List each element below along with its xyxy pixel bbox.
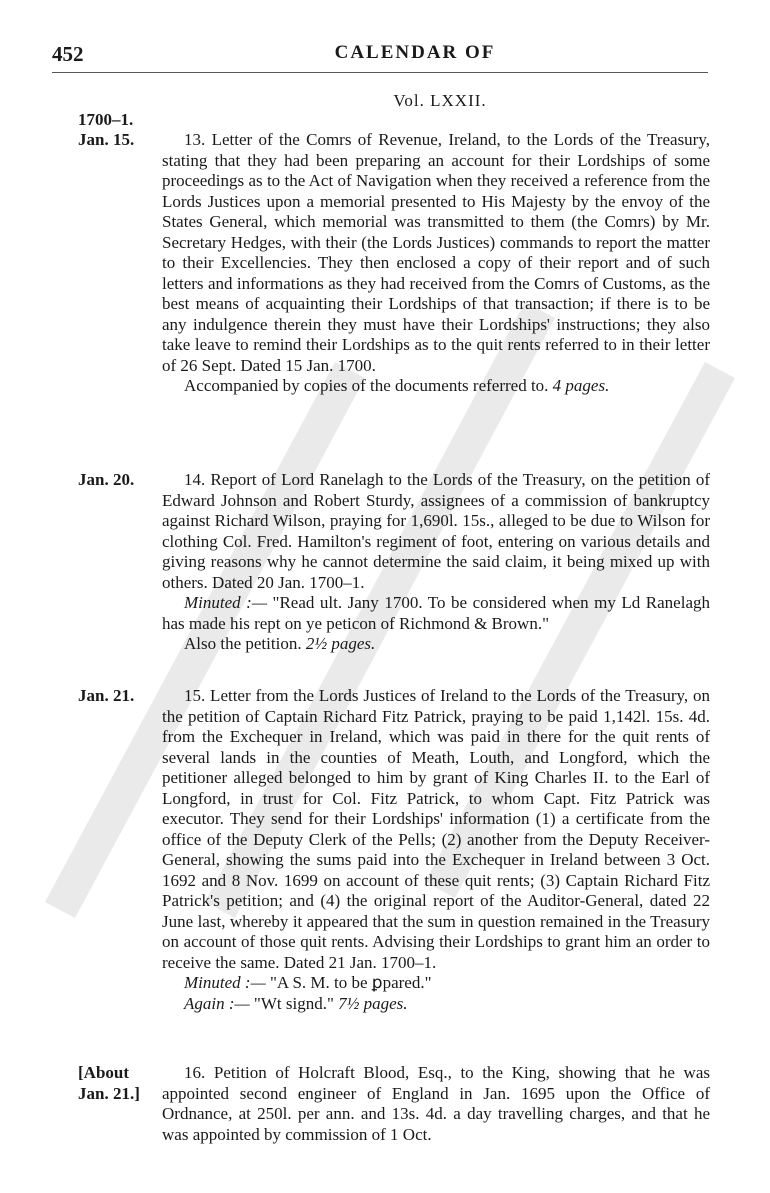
entry-text: 15. Letter from the Lords Justices of Ireland to the Lords of the Treasury, on the petition of Captain Richard Fitz Patrick, praying to be paid 1,142l. 15s. 4d. from the Exchequer in Ireland, which was paid in there for the quit rents of several lands in the counties of Meath, Louth, and Longford, which the petitioner alleged belonged to him by grant of King Charles II. to the Earl of Longford, in trust for Col. Fitz Patrick, to whom Capt. Fitz Patrick was executor. They send for their Lordships' information (1) a certificate from the office of the Deputy Clerk of the Pells; (2) another from the Deputy Receiver-General, showing the sums paid into the Exchequer in Ireland between 3 Oct. 1692 and 8 Nov. 1699 on account of these quit rents; (3) Captain Richard Fitz Patrick's petition; and (4) the original report of the Auditor-General, dated 22 June last, whereby it appeared that the sum in question remained in the Treasury on account of those quit rents. Advising their Lordships to grant him an order to receive the same. Dated 21 Jan. 1700–1.	[162, 686, 710, 972]
minute-label: Again :—	[184, 993, 250, 1013]
entry-body	[162, 686, 710, 1014]
year-label: 1700–1.	[78, 110, 134, 129]
entry-minute	[162, 973, 710, 994]
minute-text: "A S. M. to be ꝑpared."	[269, 973, 432, 992]
minute-text: "Wt signd."	[253, 993, 334, 1013]
minute-label: Minuted :—	[184, 593, 267, 612]
entry-date: Jan. 15.	[78, 130, 135, 149]
note-text: Also the petition.	[184, 634, 302, 653]
entry-minute	[162, 994, 710, 1015]
header-rule	[52, 72, 708, 73]
note-text: Accompanied by copies of the documents referred to.	[184, 376, 549, 395]
page-count: 2½ pages.	[305, 634, 376, 653]
entry-body	[162, 1063, 710, 1145]
entry-text: 16. Petition of Holcraft Blood, Esq., to the King, showing that he was appointed second engineer of England in Jan. 1695 upon the Office of Ordnance, at 250l. per ann. and 13s. 4d. a day travelling charges, and that he was appointed by commission of 1 Oct.	[162, 1063, 710, 1144]
page-count: 7½ pages.	[338, 993, 408, 1013]
page-count: 4 pages.	[552, 376, 610, 395]
page-number: 452	[52, 42, 84, 66]
entry-minute	[162, 593, 710, 634]
entry-text: 13. Letter of the Comrs of Revenue, Ireland, to the Lords of the Treasury, stating that they had been preparing an account for their Lordships of some proceedings as to the Act of Navigation when they received a reference from the Lords Justices upon a memorial presented to His Majesty by the envoy of the States General, which memorial was transmitted to them (the Comrs) by Mr. Secretary Hedges, with their (the Lords Justices) commands to report the matter to their Excellencies. They then enclosed a copy of their report and of such letters and informations as they had received from the Comrs of Customs, as the best means of acquainting their Lordships of that transaction; if there is to be any indulgence therein they must have their Lordships' instructions; they also take leave to remind their Lordships as to the quit rents referred to in their letter of 26 Sept. Dated 15 Jan. 1700.	[162, 130, 710, 375]
entry-date: [About Jan. 21.]	[78, 1063, 140, 1103]
minute-label: Minuted :—	[184, 973, 266, 992]
minute-text: "Read ult. Jany 1700. To be considered when my Ld Ranelagh has made his rept on ye peticon of Richmond & Brown."	[162, 593, 710, 633]
running-head: CALENDAR OF	[334, 42, 496, 63]
entry-date: Jan. 21.	[78, 686, 135, 705]
entry-body	[162, 130, 710, 397]
entry-date: Jan. 20.	[78, 470, 135, 489]
entry-text: 14. Report of Lord Ranelagh to the Lords of the Treasury, on the petition of Edward Johnson and Robert Sturdy, assignees of a commission of bankruptcy against Richard Wilson, praying for 1,690l. 15s., alleged to be due to Wilson for clothing Col. Fred. Hamilton's regiment of foot, entering on various details and giving reasons why he cannot determine the said claim, it being mixed up with others. Dated 20 Jan. 1700–1.	[162, 470, 710, 592]
entry-note	[162, 376, 710, 397]
entry-body	[162, 470, 710, 655]
entry-note	[162, 634, 710, 655]
volume-heading: Vol. LXXII.	[393, 91, 487, 110]
